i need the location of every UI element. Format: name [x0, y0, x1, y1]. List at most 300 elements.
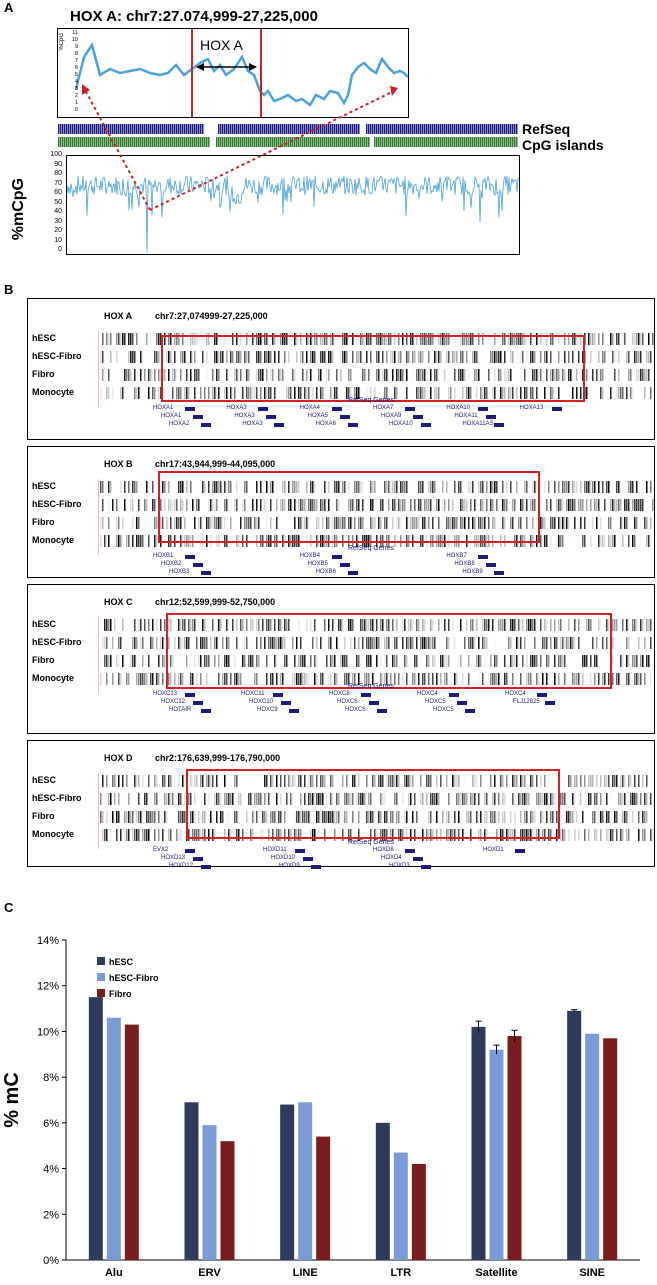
- gene-label: HOXA13: [519, 405, 544, 411]
- methylation-mark: [120, 637, 122, 649]
- methylation-mark: [586, 481, 588, 493]
- x-tick-label: LINE: [292, 1267, 318, 1279]
- methylation-mark: [104, 535, 106, 547]
- methylation-mark: [118, 673, 120, 685]
- methylation-mark: [130, 811, 132, 823]
- methylation-mark: [122, 333, 124, 345]
- methylation-mark: [126, 333, 128, 345]
- methylation-mark: [588, 333, 590, 345]
- methylation-mark: [646, 369, 648, 381]
- methylation-mark: [650, 351, 652, 363]
- methylation-mark: [572, 811, 574, 823]
- methylation-mark: [110, 333, 112, 345]
- inset-ylabel: %CpG: [59, 33, 65, 51]
- methylation-mark: [112, 499, 114, 511]
- methylation-mark: [586, 499, 588, 511]
- methylation-mark: [592, 517, 594, 529]
- methylation-mark: [600, 775, 602, 787]
- methylation-mark: [630, 775, 632, 787]
- methylation-mark: [570, 775, 572, 787]
- methylation-mark: [144, 333, 146, 345]
- methylation-mark: [150, 333, 152, 345]
- methylation-mark: [118, 811, 120, 823]
- methylation-mark: [646, 535, 648, 547]
- methylation-mark: [116, 829, 118, 841]
- gene-exon-mark: [494, 571, 504, 575]
- methylation-mark: [634, 333, 636, 345]
- gene-exon-mark: [332, 555, 342, 559]
- methylation-mark: [136, 637, 138, 649]
- methylation-mark: [124, 369, 126, 381]
- gene-label: HOXA9: [381, 413, 402, 419]
- gene-exon-mark: [413, 857, 423, 861]
- methylation-mark: [600, 387, 602, 399]
- methylation-mark: [632, 535, 634, 547]
- gene-label: HOXD8: [373, 847, 394, 853]
- methylation-mark: [562, 829, 564, 841]
- methylation-mark: [130, 655, 132, 667]
- methylation-mark: [644, 829, 646, 841]
- hox-locus-coords: chr2:176,639,999-176,790,000: [155, 753, 281, 763]
- methylation-mark: [616, 775, 618, 787]
- methylation-mark: [590, 793, 592, 805]
- gene-label: HOXD9: [279, 863, 300, 869]
- methylation-mark: [154, 775, 156, 787]
- methylation-mark: [152, 637, 154, 649]
- methylation-mark: [618, 369, 620, 381]
- methylation-mark: [610, 535, 612, 547]
- methylation-mark: [636, 619, 638, 631]
- methylation-mark: [568, 535, 570, 547]
- main-ytick-label: 40: [54, 208, 62, 215]
- methylation-mark: [616, 481, 618, 493]
- methylation-mark: [110, 793, 112, 805]
- methylation-mark: [596, 369, 598, 381]
- methylation-mark: [594, 333, 596, 345]
- methylation-mark: [140, 811, 142, 823]
- methylation-mark: [112, 811, 114, 823]
- main-ytick-label: 60: [54, 189, 62, 196]
- methylation-mark: [626, 619, 628, 631]
- methylation-mark: [628, 351, 630, 363]
- methylation-mark: [582, 811, 584, 823]
- gene-exon-mark: [405, 407, 415, 411]
- gene-label: EVX2: [153, 847, 169, 853]
- refseq-genes-label: RefSeq Genes: [348, 683, 394, 690]
- methylation-mark: [158, 829, 160, 841]
- methylation-mark: [118, 333, 120, 345]
- gene-label: HOXC5: [425, 699, 446, 705]
- methylation-mark: [138, 387, 140, 399]
- methylation-mark: [648, 351, 650, 363]
- methylation-mark: [136, 387, 138, 399]
- methylation-mark: [638, 673, 640, 685]
- main-ytick-label: 20: [54, 227, 62, 234]
- methylation-mark: [618, 499, 620, 511]
- gene-exon-mark: [266, 415, 276, 419]
- methylation-mark: [556, 535, 558, 547]
- gene-exon-mark: [185, 555, 195, 559]
- methylation-mark: [620, 811, 622, 823]
- hox-a-region-label: HOX A: [200, 37, 243, 53]
- methylation-mark: [102, 351, 104, 363]
- gene-exon-mark: [348, 423, 358, 427]
- methylation-mark: [640, 333, 642, 345]
- methylation-mark: [630, 387, 632, 399]
- methylation-mark: [574, 829, 576, 841]
- methylation-mark: [618, 793, 620, 805]
- methylation-mark: [596, 793, 598, 805]
- methylation-mark: [134, 481, 136, 493]
- gene-exon-mark: [281, 701, 291, 705]
- gene-label: HOXC13: [153, 691, 178, 697]
- methylation-mark: [564, 481, 566, 493]
- methylation-mark: [622, 775, 624, 787]
- methylation-mark: [624, 775, 626, 787]
- methylation-mark: [128, 673, 130, 685]
- methylation-mark: [154, 793, 156, 805]
- methylation-mark: [624, 333, 626, 345]
- methylation-mark: [640, 673, 642, 685]
- gene-exon-mark: [421, 423, 431, 427]
- methylation-track-label: hESC-Fibro: [32, 637, 82, 647]
- methylation-mark: [162, 811, 164, 823]
- gene-exon-mark: [545, 701, 555, 705]
- methylation-mark: [544, 517, 546, 529]
- hox-locus-coords: chr17:43,944,999-44,095,000: [155, 459, 276, 469]
- methylation-mark: [558, 499, 560, 511]
- methylation-track-label: Monocyte: [32, 387, 75, 397]
- methylation-mark: [638, 829, 640, 841]
- methylation-mark: [134, 655, 136, 667]
- methylation-mark: [122, 387, 124, 399]
- methylation-mark: [162, 673, 164, 685]
- methylation-mark: [574, 517, 576, 529]
- methylation-mark: [150, 637, 152, 649]
- gene-label: HOXA2: [169, 421, 190, 427]
- methylation-mark: [572, 481, 574, 493]
- methylation-mark: [178, 829, 180, 841]
- methylation-mark: [642, 775, 644, 787]
- methylation-mark: [642, 333, 644, 345]
- methylation-mark: [614, 637, 616, 649]
- methylation-mark: [102, 517, 104, 529]
- methylation-mark: [110, 655, 112, 667]
- methylation-mark: [636, 673, 638, 685]
- methylation-mark: [612, 351, 614, 363]
- methylation-mark: [126, 369, 128, 381]
- methylation-mark: [590, 481, 592, 493]
- methylation-mark: [164, 811, 166, 823]
- methylation-mark: [138, 499, 140, 511]
- gene-exon-mark: [348, 571, 358, 575]
- methylation-mark: [590, 351, 592, 363]
- legend-label: hESC: [109, 957, 134, 967]
- gene-label: HOXA1: [161, 413, 182, 419]
- gene-exon-mark: [273, 693, 283, 697]
- gene-exon-mark: [193, 857, 203, 861]
- methylation-mark: [158, 387, 160, 399]
- methylation-mark: [612, 535, 614, 547]
- gene-exon-mark: [552, 407, 562, 411]
- gene-exon-mark: [361, 693, 371, 697]
- y-axis-title: % mC: [1, 1072, 23, 1128]
- methylation-mark: [132, 517, 134, 529]
- methylation-mark: [612, 499, 614, 511]
- methylation-mark: [598, 481, 600, 493]
- methylation-mark: [182, 775, 184, 787]
- methylation-mark: [644, 387, 646, 399]
- methylation-mark: [630, 793, 632, 805]
- methylation-mark: [148, 333, 150, 345]
- gene-label: HOXC12: [161, 699, 186, 705]
- methylation-mark: [640, 619, 642, 631]
- methylation-mark: [642, 499, 644, 511]
- methylation-mark: [168, 775, 170, 787]
- methylation-mark: [618, 673, 620, 685]
- x-tick-label: Alu: [104, 1267, 123, 1279]
- x-tick-label: LTR: [390, 1267, 412, 1279]
- methylation-mark: [552, 517, 554, 529]
- gene-label: HOXB6: [315, 569, 336, 575]
- methylation-mark: [616, 333, 618, 345]
- methylation-mark: [608, 811, 610, 823]
- methylation-mark: [128, 351, 130, 363]
- methylation-mark: [594, 829, 596, 841]
- methylation-mark: [620, 499, 622, 511]
- methylation-mark: [614, 619, 616, 631]
- inset-ytick-label: 2: [74, 93, 78, 99]
- methylation-mark: [612, 619, 614, 631]
- inset-ytick-label: 5: [74, 72, 78, 78]
- gene-exon-mark: [405, 849, 415, 853]
- methylation-mark: [100, 387, 102, 399]
- methylation-mark: [126, 535, 128, 547]
- methylation-mark: [640, 499, 642, 511]
- gene-exon-mark: [274, 423, 284, 427]
- methylation-mark: [628, 673, 630, 685]
- gene-exon-mark: [258, 407, 268, 411]
- methylation-mark: [632, 499, 634, 511]
- methylation-mark: [610, 387, 612, 399]
- methylation-mark: [580, 499, 582, 511]
- methylation-mark: [648, 333, 650, 345]
- methylation-mark: [644, 793, 646, 805]
- gene-label: HOXA3: [234, 413, 255, 419]
- methylation-mark: [136, 829, 138, 841]
- methylation-mark: [574, 793, 576, 805]
- methylation-mark: [162, 637, 164, 649]
- methylation-mark: [562, 481, 564, 493]
- methylation-mark: [598, 535, 600, 547]
- methylation-mark: [554, 481, 556, 493]
- methylation-mark: [126, 673, 128, 685]
- methylation-mark: [634, 535, 636, 547]
- methylation-mark: [156, 793, 158, 805]
- methylation-mark: [102, 829, 104, 841]
- methylation-mark: [144, 369, 146, 381]
- methylation-mark: [154, 351, 156, 363]
- methylation-mark: [646, 481, 648, 493]
- methylation-mark: [148, 655, 150, 667]
- methylation-mark: [168, 793, 170, 805]
- methylation-mark: [168, 829, 170, 841]
- gene-label: HOXB9: [462, 569, 483, 575]
- inset-ytick-label: 3: [74, 86, 78, 92]
- gene-exon-mark: [193, 563, 203, 567]
- methylation-mark: [172, 793, 174, 805]
- methylation-mark: [568, 481, 570, 493]
- methylation-mark: [134, 369, 136, 381]
- gene-label: HOXA10: [446, 405, 471, 411]
- methylation-mark: [136, 535, 138, 547]
- methylation-mark: [618, 351, 620, 363]
- main-ytick-label: 30: [54, 217, 62, 225]
- methylation-mark: [122, 655, 124, 667]
- methylation-mark: [602, 369, 604, 381]
- methylation-mark: [146, 673, 148, 685]
- legend-label: Fibro: [109, 989, 132, 999]
- methylation-mark: [108, 333, 110, 345]
- methylation-mark: [616, 811, 618, 823]
- methylation-mark: [620, 655, 622, 667]
- methylation-mark: [128, 333, 130, 345]
- methylation-mark: [602, 811, 604, 823]
- methylation-mark: [606, 499, 608, 511]
- methylation-mark: [572, 775, 574, 787]
- gene-exon-mark: [421, 865, 431, 869]
- methylation-mark: [622, 811, 624, 823]
- methylation-mark: [126, 793, 128, 805]
- gene-label: HOXA6: [315, 421, 336, 427]
- methylation-mark: [568, 811, 570, 823]
- methylation-mark: [100, 535, 102, 547]
- gene-label: HOXD3: [389, 863, 410, 869]
- hox-locus-box: [27, 584, 655, 734]
- methylation-mark: [550, 535, 552, 547]
- methylation-mark: [106, 673, 108, 685]
- methylation-mark: [148, 775, 150, 787]
- methylation-mark: [624, 517, 626, 529]
- methylation-mark: [646, 351, 648, 363]
- methylation-mark: [106, 535, 108, 547]
- methylation-mark: [580, 775, 582, 787]
- methylation-mark: [580, 793, 582, 805]
- methylation-mark: [166, 793, 168, 805]
- methylation-mark: [142, 535, 144, 547]
- bar-Fibro-SINE: [603, 1038, 617, 1260]
- methylation-mark: [626, 387, 628, 399]
- methylation-mark: [618, 829, 620, 841]
- methylation-mark: [540, 517, 542, 529]
- methylation-mark: [652, 333, 654, 345]
- methylation-mark: [584, 775, 586, 787]
- bar-Fibro-Satellite: [508, 1036, 522, 1260]
- methylation-track-label: hESC: [32, 619, 57, 629]
- methylation-mark: [616, 499, 618, 511]
- methylation-mark: [588, 481, 590, 493]
- gene-exon-mark: [340, 563, 350, 567]
- bar-hESC-Fibro-Satellite: [490, 1050, 504, 1260]
- methylation-mark: [592, 775, 594, 787]
- methylation-mark: [588, 775, 590, 787]
- methylation-mark: [108, 481, 110, 493]
- methylation-mark: [650, 829, 652, 841]
- gene-exon-mark: [369, 701, 379, 705]
- methylation-track-label: Fibro: [32, 369, 55, 379]
- methylation-track-label: Fibro: [32, 517, 55, 527]
- methylation-mark: [586, 387, 588, 399]
- gene-exon-mark: [185, 849, 195, 853]
- hox-locus-name: HOX D: [104, 753, 133, 763]
- methylation-mark: [156, 619, 158, 631]
- methylation-mark: [624, 811, 626, 823]
- methylation-mark: [646, 775, 648, 787]
- methylation-mark: [586, 535, 588, 547]
- red-dotted-arrows: [0, 0, 657, 260]
- methylation-mark: [592, 481, 594, 493]
- x-tick-label: SINE: [579, 1267, 606, 1279]
- methylation-mark: [108, 793, 110, 805]
- methylation-mark: [544, 535, 546, 547]
- methylation-mark: [622, 333, 624, 345]
- gene-label: HOXB5: [307, 561, 328, 567]
- methylation-mark: [566, 481, 568, 493]
- gene-exon-mark: [289, 709, 299, 713]
- methylation-mark: [158, 333, 160, 345]
- methylation-mark: [152, 481, 154, 493]
- methylation-mark: [118, 775, 120, 787]
- methylation-mark: [638, 775, 640, 787]
- methylation-mark: [122, 775, 124, 787]
- methylation-mark: [132, 673, 134, 685]
- methylation-mark: [108, 499, 110, 511]
- methylation-mark: [154, 535, 156, 547]
- inset-ytick-label: 9: [74, 44, 78, 50]
- methylation-mark: [132, 811, 134, 823]
- methylation-mark: [102, 333, 104, 345]
- gene-exon-mark: [201, 709, 211, 713]
- methylation-mark: [620, 775, 622, 787]
- gene-label: HOXC8: [329, 691, 350, 697]
- gene-exon-mark: [201, 423, 211, 427]
- gene-label: HOXC6: [345, 707, 366, 713]
- gene-label: HOXA10: [389, 421, 413, 427]
- methylation-mark: [598, 499, 600, 511]
- methylation-mark: [634, 673, 636, 685]
- bar-hESC-ERV: [185, 1102, 199, 1260]
- methylation-mark: [648, 637, 650, 649]
- hox-locus-name: HOX B: [104, 459, 133, 469]
- methylation-mark: [120, 535, 122, 547]
- panel-b-label: B: [4, 282, 14, 297]
- methylation-mark: [652, 499, 654, 511]
- methylation-mark: [144, 499, 146, 511]
- methylation-mark: [614, 351, 616, 363]
- gene-label: HOXD13: [161, 855, 186, 861]
- methylation-mark: [600, 517, 602, 529]
- methylation-mark: [608, 775, 610, 787]
- methylation-mark: [158, 369, 160, 381]
- main-ytick-label: 10: [54, 236, 62, 244]
- methylation-mark: [612, 673, 614, 685]
- gene-exon-mark: [340, 415, 350, 419]
- methylation-mark: [584, 481, 586, 493]
- methylation-mark: [604, 775, 606, 787]
- methylation-mark: [632, 481, 634, 493]
- methylation-mark: [182, 811, 184, 823]
- methylation-mark: [142, 829, 144, 841]
